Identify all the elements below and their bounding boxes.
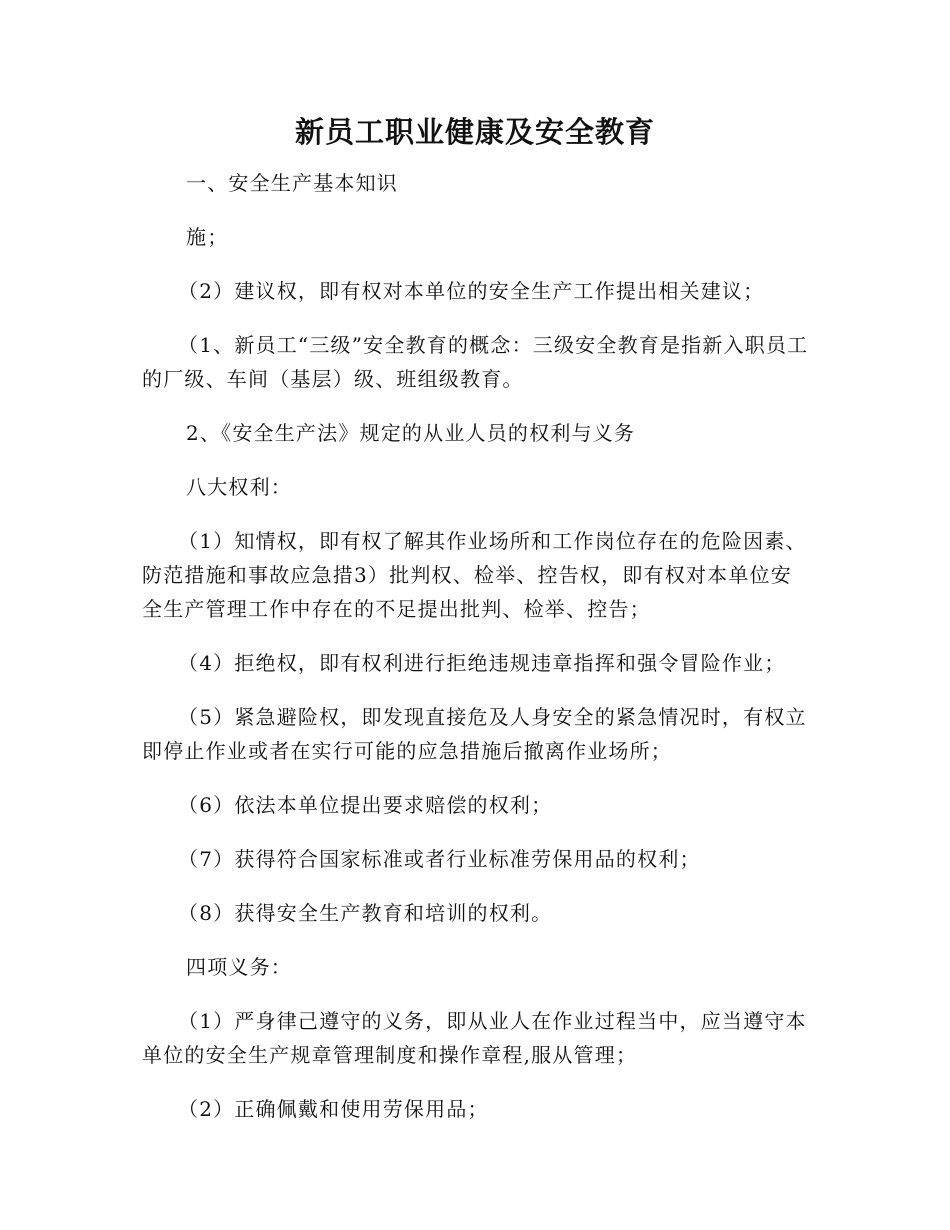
paragraph-three-level-education: （1、新员工“三级”安全教育的概念：三级安全教育是指新入职员工的厂级、车间（基层）级、班组级教育。 xyxy=(142,333,809,391)
paragraph-compensation-right: （6）依法本单位提出要求赔偿的权利； xyxy=(178,793,553,817)
document-title: 新员工职业健康及安全教育 xyxy=(294,115,655,149)
paragraph-suggestion-right: （2）建议权，即有权对本单位的安全生产工作提出相关建议； xyxy=(178,279,765,303)
paragraph-duty-compliance: （1）严身律己遵守的义务，即从业人在作业过程当中，应当遵守本单位的安全生产规章管理制度和操作章程,服从管理； xyxy=(142,1009,807,1067)
paragraph-eight-rights: 八大权利： xyxy=(186,475,292,499)
paragraph-emergency-avoidance: （5）紧急避险权，即发现直接危及人身安全的紧急情况时，有权立即停止作业或者在实行可能的应急措施后撤离作业场所； xyxy=(142,705,807,763)
paragraph-protective-equipment-right: （7）获得符合国家标准或者行业标准劳保用品的权利； xyxy=(178,847,701,871)
paragraph-training-right: （8）获得安全生产教育和培训的权利。 xyxy=(178,901,553,925)
paragraph-duty-protective-equipment: （2）正确佩戴和使用劳保用品； xyxy=(178,1097,489,1121)
paragraph-right-to-know: （1）知情权，即有权了解其作业场所和工作岗位存在的危险因素、防范措施和事故应急措3）批判权、检举、控告权，即有权对本单位安全生产管理工作中存在的不足提出批判、检举、控告； xyxy=(142,529,807,621)
paragraph-four-duties: 四项义务： xyxy=(186,955,292,979)
document-body xyxy=(142,166,810,1146)
paragraph-fragment: 施； xyxy=(186,225,229,249)
section-heading-basic-knowledge: 一、安全生产基本知识 xyxy=(186,171,398,195)
paragraph-rights-and-duties: 2、《安全生产法》规定的从业人员的权利与义务 xyxy=(186,421,636,445)
paragraph-right-to-refuse: （4）拒绝权，即有权利进行拒绝违规违章指挥和强令冒险作业； xyxy=(178,651,786,675)
